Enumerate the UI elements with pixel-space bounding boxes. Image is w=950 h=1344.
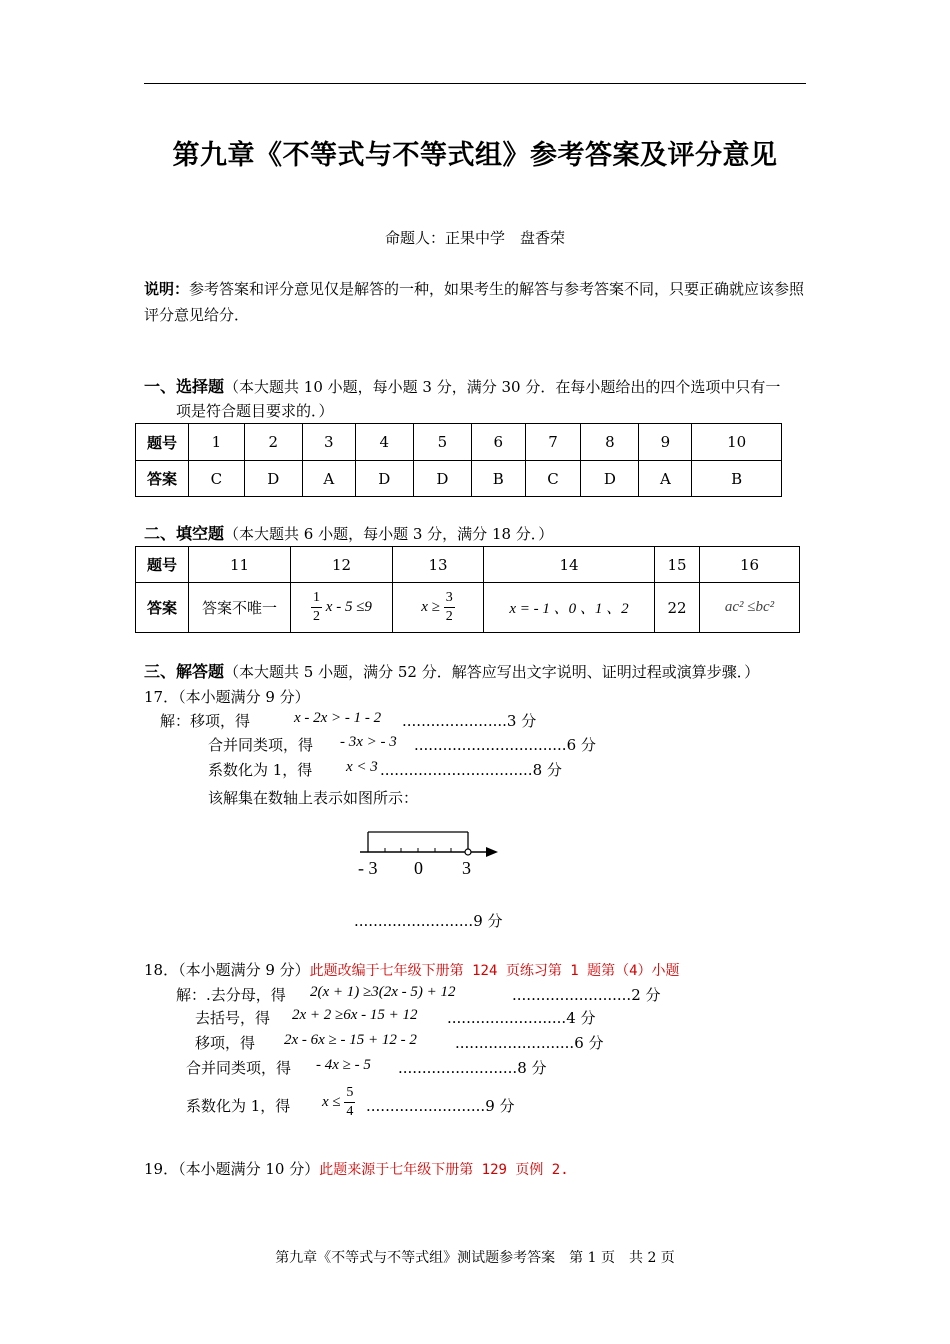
fill-answer-14: x = - 1 、0 、1 、2 <box>484 583 655 633</box>
section1-desc-line2: 项是符合题目要求的．） <box>176 402 334 420</box>
choice-row-label-q: 题号 <box>136 424 189 461</box>
q17-step2-score: ................................6 分 <box>414 736 596 754</box>
choice-answer: D <box>581 461 639 497</box>
choice-num: 9 <box>639 424 692 461</box>
page-footer: 第九章《不等式与不等式组》测试题参考答案 第 1 页 共 2 页 <box>275 1250 675 1266</box>
choice-answer: D <box>355 461 413 497</box>
choice-answer: A <box>302 461 355 497</box>
q19-source-note: 此题来源于七年级下册第 129 页例 2. <box>319 1162 569 1178</box>
fill-num: 12 <box>291 547 393 583</box>
q18-step2-label: 去括号，得 <box>195 1009 271 1027</box>
choice-number-row <box>136 424 782 461</box>
fill-answer-11: 答案不唯一 <box>189 583 291 633</box>
section1-heading: 一、选择题 <box>144 377 225 396</box>
fraction-five-quarters: $\frac{5}{4}$ <box>346 1085 354 1119</box>
q17-step4-text: 该解集在数轴上表示如图所示： <box>208 789 419 807</box>
q18-step4-label: 合并同类项，得 <box>186 1059 292 1077</box>
fill-answer-15: 22 <box>655 583 700 633</box>
q18-step2-score: .........................4 分 <box>447 1009 596 1027</box>
fraction-one-half: $\frac{1}{2}$ <box>313 590 321 624</box>
choice-num: 5 <box>413 424 471 461</box>
q18-step1-score: .........................2 分 <box>512 986 661 1004</box>
q19-heading: 19．（本小题满分 10 分）此题来源于七年级下册第 129 页例 2. <box>144 1160 569 1178</box>
q18-step1-math: 2(x + 1) ≥3(2x - 5) + 12 <box>310 984 456 1000</box>
number-line <box>350 820 510 880</box>
fraction-three-halves: $\frac{3}{2}$ <box>445 590 453 624</box>
q17-step3-math: x < 3 <box>346 759 378 775</box>
choice-answer-row <box>136 461 782 497</box>
q17-step2-label: 合并同类项，得 <box>208 736 314 754</box>
choice-answer: B <box>692 461 782 497</box>
fill-num: 13 <box>393 547 484 583</box>
section2-desc: （本大题共 6 小题，每小题 3 分，满分 18 分．） <box>224 525 554 543</box>
q17-step3-label: 系数化为 1，得 <box>208 761 313 779</box>
fill-number-row <box>136 547 800 583</box>
q18-step1-label: 解：.去分母，得 <box>176 986 286 1004</box>
choice-num: 10 <box>692 424 782 461</box>
q18-step3-label: 移项，得 <box>195 1034 256 1052</box>
page-title: 第九章《不等式与不等式组》参考答案及评分意见 <box>172 140 778 171</box>
choice-answer: B <box>471 461 525 497</box>
q18-step5-label: 系数化为 1，得 <box>186 1097 291 1115</box>
axis-arrow-icon <box>486 847 498 857</box>
q18-step3-math: 2x - 6x ≥ - 15 + 12 - 2 <box>284 1032 417 1048</box>
author-line: 命题人：正果中学 盘香荣 <box>384 229 565 247</box>
choice-answer: D <box>244 461 302 497</box>
choice-answer: D <box>413 461 471 497</box>
section1-heading-block <box>144 374 810 400</box>
fill-num: 11 <box>189 547 291 583</box>
axis-label-neg3: - 3 <box>358 858 378 878</box>
choice-num: 8 <box>581 424 639 461</box>
q17-step3-score: ................................8 分 <box>380 761 562 779</box>
q17-step1-label: 解：移项，得 <box>160 712 251 730</box>
q18-step5-math: x ≤ $\frac{5}{4}$ <box>322 1085 354 1119</box>
q18-step4-math: - 4x ≥ - 5 <box>316 1057 371 1073</box>
q18-step4-score: .........................8 分 <box>398 1059 547 1077</box>
section3-heading-block <box>144 659 814 685</box>
q17-final-score: .........................9 分 <box>354 912 503 930</box>
fill-num: 15 <box>655 547 700 583</box>
axis-label-3: 3 <box>462 858 471 878</box>
choice-num: 4 <box>355 424 413 461</box>
axis-label-0: 0 <box>414 858 423 878</box>
q17-step1-math: x - 2x > - 1 - 2 <box>294 710 382 726</box>
fill-answer-12: $\frac{1}{2}$ x - 5 ≤9 <box>291 583 393 633</box>
section1-desc-line1: （本大题共 10 小题，每小题 3 分，满分 30 分．在每小题给出的四个选项中只有一 <box>224 378 781 396</box>
fill-num: 14 <box>484 547 655 583</box>
fill-answer-16: ac² ≤bc² <box>700 583 800 633</box>
q18-step3-score: .........................6 分 <box>455 1034 604 1052</box>
choice-num: 3 <box>302 424 355 461</box>
fill-answer-row <box>136 583 800 633</box>
q17-heading: 17．（本小题满分 9 分） <box>144 688 310 706</box>
choice-num: 1 <box>189 424 245 461</box>
note-text: 参考答案和评分意见仅是解答的一种，如果考生的解答与参考答案不同，只要正确就应该参照评分意见给分． <box>144 280 805 324</box>
q18-heading: 18．（本小题满分 9 分）此题改编于七年级下册第 124 页练习第 1 题第（4）小题 <box>144 961 680 979</box>
note-label: 说明： <box>144 280 190 298</box>
choice-num: 6 <box>471 424 525 461</box>
fill-row-label-q: 题号 <box>136 547 189 583</box>
note-paragraph <box>144 276 808 328</box>
fill-answer-13: x ≥ $\frac{3}{2}$ <box>393 583 484 633</box>
q17-step1-score: ......................3 分 <box>402 712 537 730</box>
header-rule <box>144 83 806 84</box>
q18-step2-math: 2x + 2 ≥6x - 15 + 12 <box>292 1007 418 1023</box>
choice-num: 2 <box>244 424 302 461</box>
choice-answer-table <box>135 423 782 497</box>
fill-num: 16 <box>700 547 800 583</box>
fill-row-label-a: 答案 <box>136 583 189 633</box>
q17-step2-math: - 3x > - 3 <box>340 734 397 750</box>
q18-step5-score: .........................9 分 <box>366 1097 515 1115</box>
section2-heading: 二、填空题 <box>144 524 225 543</box>
q18-source-note: 此题改编于七年级下册第 124 页练习第 1 题第（4）小题 <box>309 963 680 979</box>
fill-answer-table <box>135 546 800 633</box>
choice-num: 7 <box>525 424 581 461</box>
open-circle-at-3 <box>465 849 471 855</box>
choice-answer: C <box>525 461 581 497</box>
choice-row-label-a: 答案 <box>136 461 189 497</box>
section2-heading-block <box>144 521 553 547</box>
section3-heading: 三、解答题 <box>144 662 225 681</box>
choice-answer: A <box>639 461 692 497</box>
choice-answer: C <box>189 461 245 497</box>
section3-desc: （本大题共 5 小题，满分 52 分．解答应写出文字说明、证明过程或演算步骤．） <box>224 663 760 681</box>
